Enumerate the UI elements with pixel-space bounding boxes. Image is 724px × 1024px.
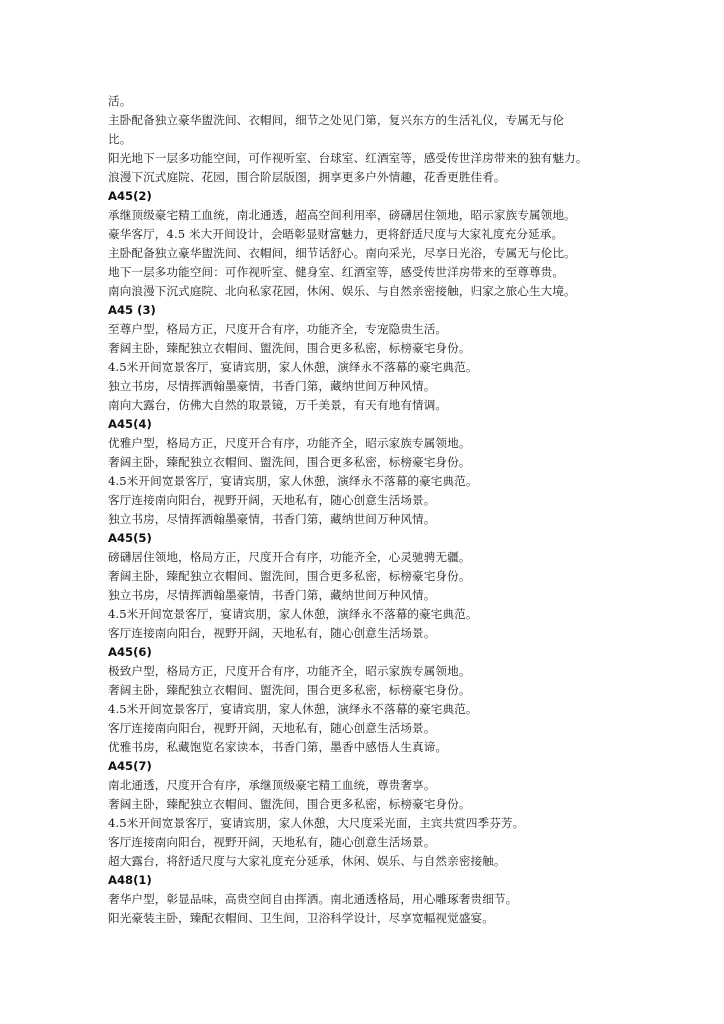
- paragraph-line: 极致户型，格局方正，尺度开合有序，功能齐全，昭示家族专属领地。: [108, 664, 471, 678]
- paragraph-line: 浪漫下沉式庭院、花园，围合阶层版图，拥享更多户外情趣，花香更胜佳肴。: [108, 170, 506, 184]
- document-body: [108, 92, 688, 928]
- paragraph-line: 主卧配备独立豪华盥洗间、衣帽间，细节话舒心。南向采光，尽享日光浴，专属无与伦比。: [108, 246, 576, 260]
- paragraph-line: 比。: [108, 132, 132, 146]
- paragraph-line: 客厅连接南向阳台，视野开阔，天地私有，随心创意生活场景。: [108, 835, 436, 849]
- paragraph-line: 活。: [108, 94, 132, 108]
- paragraph-line: 南向大露台，仿佛大自然的取景镜，万千美景，有天有地有情调。: [108, 398, 448, 412]
- paragraph-line: 4.5米开间宽景客厅，宴请宾朋，家人休憩，大尺度采光面，主宾共赏四季芬芳。: [108, 816, 525, 830]
- paragraph-line: 奢阔主卧，臻配独立衣帽间、盥洗间，围合更多私密，标榜豪宅身份。: [108, 683, 471, 697]
- section-heading: A45(4): [108, 417, 152, 431]
- paragraph-line: 奢华户型，彰显品味，高贵空间自由挥洒。南北通透格局，用心雕琢奢贵细节。: [108, 892, 518, 906]
- paragraph-line: 阳光地下一层多功能空间，可作视听室、台球室、红酒室等，感受传世洋房带来的独有魅力。: [108, 151, 588, 165]
- paragraph-line: 优雅书房，私藏饱览名家读本，书香门第，墨香中感悟人生真谛。: [108, 740, 448, 754]
- paragraph-line: 奢阔主卧，臻配独立衣帽间、盥洗间，围合更多私密，标榜豪宅身份。: [108, 455, 471, 469]
- paragraph-line: 客厅连接南向阳台，视野开阔，天地私有，随心创意生活场景。: [108, 626, 436, 640]
- paragraph-line: 独立书房，尽情挥洒翰墨豪情，书香门第，藏纳世间万种风情。: [108, 588, 436, 602]
- paragraph-line: 超大露台，将舒适尺度与大家礼度充分延承，休闲、娱乐、与自然亲密接触。: [108, 854, 506, 868]
- paragraph-line: 4.5米开间宽景客厅，宴请宾朋，家人休憩，演绎永不落幕的豪宅典范。: [108, 702, 478, 716]
- paragraph-line: 阳光豪装主卧，臻配衣帽间、卫生间，卫浴科学设计，尽享宽幅视觉盛宴。: [108, 911, 494, 925]
- section-heading: A48(1): [108, 873, 152, 887]
- paragraph-line: 4.5米开间宽景客厅，宴请宾朋，家人休憩，演绎永不落幕的豪宅典范。: [108, 474, 478, 488]
- paragraph-line: 客厅连接南向阳台，视野开阔，天地私有，随心创意生活场景。: [108, 721, 436, 735]
- paragraph-line: 奢阔主卧，臻配独立衣帽间、盥洗间，围合更多私密，标榜豪宅身份。: [108, 797, 471, 811]
- paragraph-line: 磅礴居住领地，格局方正，尺度开合有序，功能齐全，心灵驰骋无疆。: [108, 550, 471, 564]
- paragraph-line: 客厅连接南向阳台，视野开阔，天地私有，随心创意生活场景。: [108, 493, 436, 507]
- paragraph-line: 4.5米开间宽景客厅，宴请宾朋，家人休憩，演绎永不落幕的豪宅典范。: [108, 360, 478, 374]
- section-heading: A45(7): [108, 759, 152, 773]
- paragraph-line: 优雅户型，格局方正，尺度开合有序，功能齐全，昭示家族专属领地。: [108, 436, 471, 450]
- paragraph-line: 南北通透，尺度开合有序，承继顶级豪宅精工血统，尊贵奢享。: [108, 778, 436, 792]
- paragraph-line: 主卧配备独立豪华盥洗间、衣帽间，细节之处见门第，复兴东方的生活礼仪，专属无与伦: [108, 113, 565, 127]
- section-heading: A45(6): [108, 645, 152, 659]
- paragraph-line: 独立书房，尽情挥洒翰墨豪情，书香门第，藏纳世间万种风情。: [108, 512, 436, 526]
- paragraph-line: 奢阔主卧，臻配独立衣帽间、盥洗间，围合更多私密，标榜豪宅身份。: [108, 569, 471, 583]
- paragraph-line: 承继顶级豪宅精工血统，南北通透，超高空间利用率，磅礴居住领地，昭示家族专属领地。: [108, 208, 576, 222]
- section-heading: A45 (3): [108, 303, 156, 317]
- paragraph-line: 独立书房，尽情挥洒翰墨豪情，书香门第，藏纳世间万种风情。: [108, 379, 436, 393]
- paragraph-line: 豪华客厅，4.5 米大开间设计，会晤彰显财富魅力，更将舒适尺度与大家礼度充分延承。: [108, 227, 564, 241]
- paragraph-line: 南向浪漫下沉式庭院、北向私家花园，休闲、娱乐、与自然亲密接触，归家之旅心生大境。: [108, 284, 576, 298]
- section-heading: A45(5): [108, 531, 152, 545]
- paragraph-line: 奢阔主卧，臻配独立衣帽间、盥洗间，围合更多私密，标榜豪宅身份。: [108, 341, 471, 355]
- section-heading: A45(2): [108, 189, 152, 203]
- paragraph-line: 至尊户型，格局方正，尺度开合有序，功能齐全，专宠隐贵生活。: [108, 322, 448, 336]
- paragraph-line: 4.5米开间宽景客厅，宴请宾朋，家人休憩，演绎永不落幕的豪宅典范。: [108, 607, 478, 621]
- paragraph-line: 地下一层多功能空间：可作视听室、健身室、红酒室等，感受传世洋房带来的至尊尊贵。: [108, 265, 565, 279]
